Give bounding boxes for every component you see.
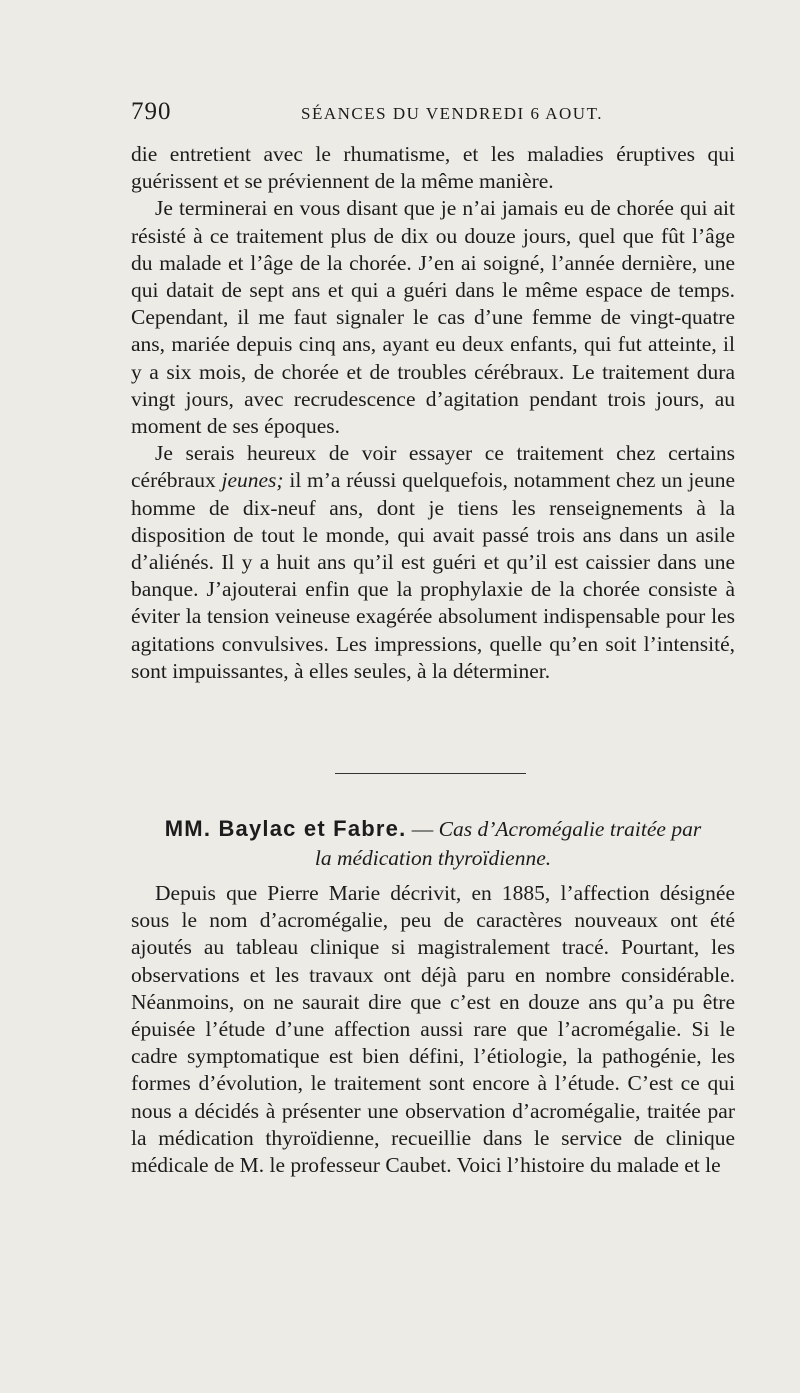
emphasized-word: jeunes; [221, 468, 284, 493]
running-head: SÉANCES DU VENDREDI 6 AOUT. [301, 104, 603, 123]
page-number: 790 [131, 98, 172, 125]
paragraph-text-before: Je serais heureux de voir essayer ce traitement chez certains cérébraux [131, 441, 735, 493]
article-text-block [131, 880, 735, 1179]
heading-dash: — [406, 817, 439, 841]
paragraph-continuation: die entretient avec le rhumatisme, et les maladies éruptives qui guérissent et se préviennent de la même manière. [131, 142, 735, 194]
paragraph-chorea-treatment: Je terminerai en vous disant que je n’ai jamais eu de chorée qui ait résisté à ce traitement plus de dix ou douze jours, quel que fût l’âge du malade et l’âge de la chorée. J’en ai soigné, l’année dernière, une qui datait de sept ans et qui a guéri dans le même espace de temps. Cependant, il me faut signaler le cas d’une femme de vingt-quatre ans, mariée depuis cinq ans, ayant eu deux enfants, qui fut atteinte, il y a six mois, de chorée et de troubles cérébraux. Le traitement dura vingt jours, avec recrudescence d’agitation pendant trois jours, au moment de ses époques. [131, 196, 735, 439]
article-title-line-2: la médication thyroïdienne. [314, 846, 552, 870]
continued-text-block [131, 141, 735, 685]
article-title-line-1: Cas d’Acromégalie traitée par [438, 817, 702, 841]
paragraph-cerebral-cases [131, 440, 735, 685]
article-authors: MM. Baylac et Fabre. [164, 816, 407, 841]
paragraph-text-after: il m’a réussi quelquefois, notamment chez un jeune homme de dix-neuf ans, dont je tiens les renseignements à la disposition de tout le monde, qui avait passé trois ans dans un asile d’aliénés. Il y a huit ans qu’il est guéri et qu’il est caissier dans une banque. J’ajouterai enfin que la prophylaxie de la chorée consiste à éviter la tension veineuse exagérée absolument indispensable pour les agitations convulsives. Les impressions, quelle qu’en soit l’intensité, sont impuissantes, à elles seules, à la déterminer. [131, 468, 735, 683]
article-heading [131, 814, 735, 873]
paragraph-acromegaly-intro: Depuis que Pierre Marie décrivit, en 1885, l’affection désignée sous le nom d’acromégalie, peu de caractères nouveaux ont été ajoutés au tableau clinique si magistralement tracé. Pourtant, les observations et les travaux ont déjà paru en nombre considérable. Néanmoins, on ne saurait dire que c’est en douze ans qu’a pu être épuisée l’étude d’une affection aussi rare que l’acromégalie. Si le cadre symptomatique est bien défini, l’étiologie, la pathogénie, les formes d’évolution, le traitement sont encore à l’étude. C’est ce qui nous a décidés à présenter une observation d’acromégalie, traitée par la médication thyroïdienne, recueillie dans le service de clinique médicale de M. le professeur Caubet. Voici l’histoire du malade et le [131, 881, 735, 1178]
page-header [131, 98, 735, 130]
section-divider [335, 773, 526, 774]
heading-line-1 [131, 814, 735, 844]
